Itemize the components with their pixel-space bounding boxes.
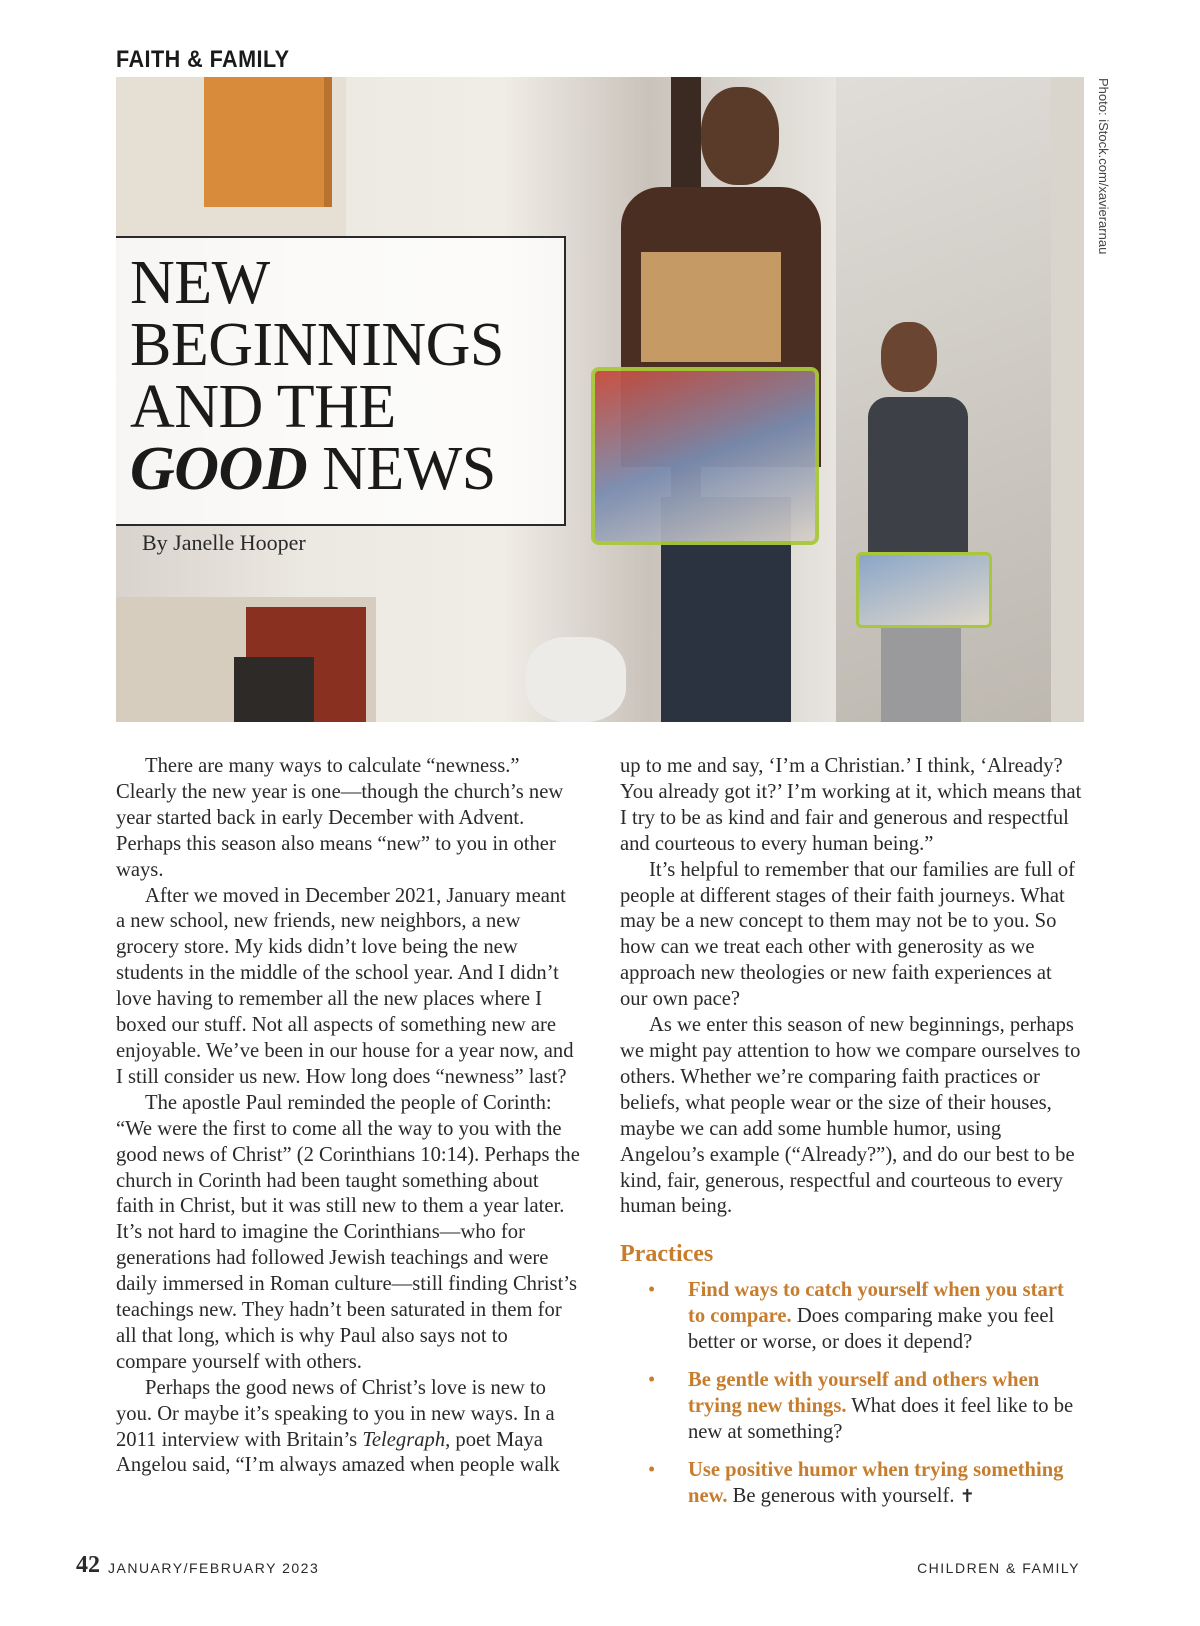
title-line-2: BEGINNINGS	[130, 311, 504, 379]
bullet-icon: •	[648, 1368, 656, 1391]
right-column	[620, 754, 1084, 1521]
article-title	[130, 249, 504, 503]
practice-item: • Use positive humor when trying something new. Be generous with yourself. ✝	[648, 1458, 1064, 1507]
issue-date: JANUARY/FEBRUARY 2023	[108, 1560, 320, 1576]
title-good: GOOD	[130, 435, 308, 503]
footer-section: CHILDREN & FAMILY	[917, 1560, 1080, 1576]
practices-heading: Practices	[620, 1241, 714, 1268]
telegraph-title: Telegraph,	[362, 1428, 451, 1451]
title-line-1: NEW	[130, 249, 270, 317]
byline: By Janelle Hooper	[142, 530, 306, 555]
paragraph: The apostle Paul reminded the people of Corinth: “We were the first to come all the way to you with the good news of Christ” (2 Corinthians 10:14). Perhaps the church in Corinth had been taught something about faith in Christ, but it was still new to them a year later. It’s not hard to imagine the Corinthians—who for generations had followed Jewish teachings and were daily immersed in Roman culture—still finding Christ’s teachings new. They hadn’t been saturated in them for all that long, which is why Paul also says not to compare yourself with others.	[116, 1091, 580, 1373]
photo-credit: Photo: iStock.com/xavierarnau	[1096, 78, 1111, 255]
practice-item: • Be gentle with yourself and others when trying new things. What does it feel like to be new at something?	[648, 1368, 1074, 1443]
section-label: FAITH & FAMILY	[116, 46, 290, 73]
paragraph: It’s helpful to remember that our families are full of people at different stages of their faith journeys. What may be a new concept to them may not be to you. So how can we treat each other with generosity as we approach new theologies or new faith experiences at our own pace?	[620, 858, 1076, 1011]
paragraph: Perhaps the good news of Christ’s love is new to you. Or maybe it’s speaking to you in new ways. In a 2011 interview with Britain’s Telegraph, poet Maya Angelou said, “I’m always amazed when people walk	[116, 1376, 560, 1477]
page-number: 42	[76, 1552, 100, 1578]
paragraph: After we moved in December 2021, January meant a new school, new friends, new neighbors, a new grocery store. My kids didn’t love being the new students in the middle of the school year. And I didn’t love having to remember all the new places where I boxed our stuff. Not all aspects of something new are enjoyable. We’ve been in our house for a year now, and I still consider us new. How long does “newness” last?	[116, 884, 574, 1088]
bullet-icon: •	[648, 1279, 656, 1302]
title-news: NEWS	[307, 435, 496, 503]
title-line-3: AND THE	[130, 373, 396, 441]
paragraph: There are many ways to calculate “newness.” Clearly the new year is one—though the church’s new year started back in early December with Advent. Perhaps this season also means “new” to you in other ways.	[116, 755, 564, 881]
bullet-icon: •	[648, 1458, 656, 1481]
left-column	[116, 754, 580, 1479]
cross-icon: ✝	[959, 1485, 975, 1507]
paragraph: As we enter this season of new beginnings, perhaps we might pay attention to how we compare ourselves to others. Whether we’re comparing faith practices or beliefs, what people wear or the size of their houses, maybe we can add some humble humor, using Angelou’s example (“Already?”), and do our best to be kind, fair, generous, respectful and courteous to every human being.	[620, 1014, 1081, 1218]
paragraph-continuation: up to me and say, ‘I’m a Christian.’ I think, ‘Already? You already got it?’ I’m working at it, which means that I try to be as kind and fair and generous and respectful and courteous to every human being.”	[620, 755, 1082, 855]
practice-item: • Find ways to catch yourself when you start to compare. Does comparing make you feel better or worse, or does it depend?	[648, 1279, 1064, 1354]
